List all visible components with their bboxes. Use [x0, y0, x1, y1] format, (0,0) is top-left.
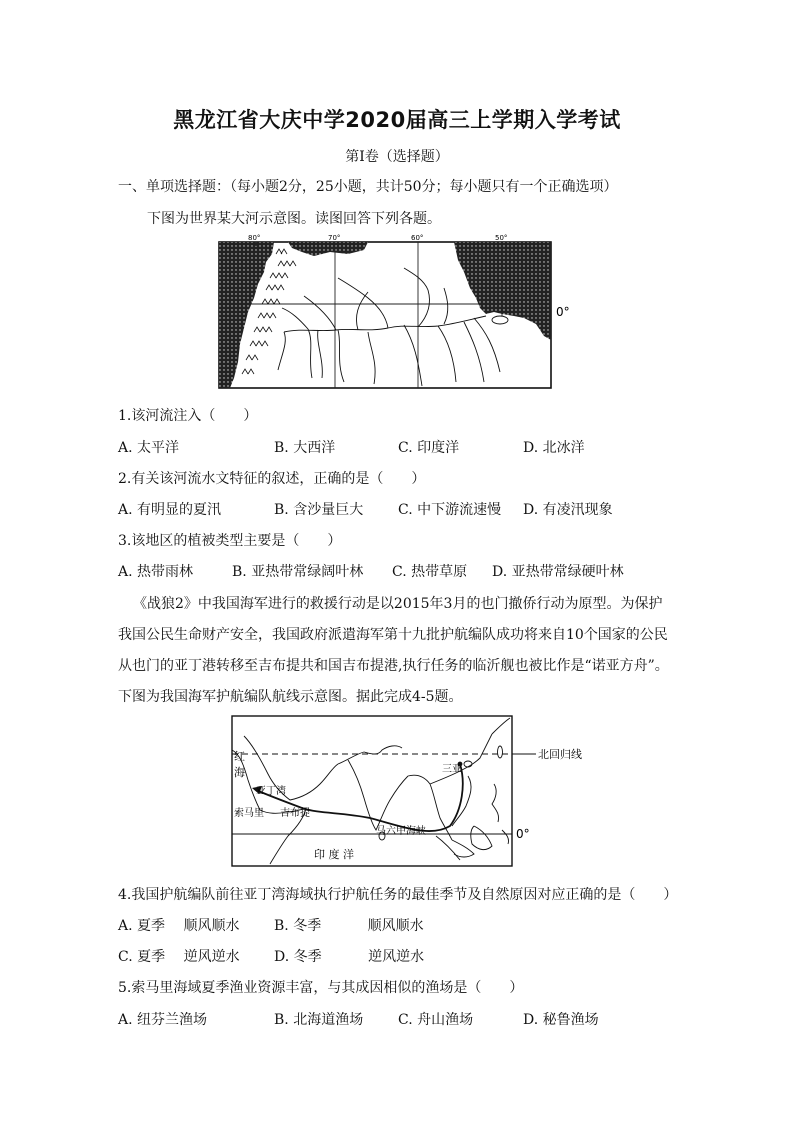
question-1: 1.该河流注入（ ）: [118, 408, 258, 424]
tropic-label: 北回归线: [538, 748, 582, 761]
equator-label: 0°: [556, 305, 570, 319]
q4-option-a: A. 夏季 顺风顺水: [118, 918, 240, 934]
somalia-label: 索马里: [234, 808, 264, 819]
q5-option-c: C. 舟山渔场: [398, 1012, 474, 1028]
q1-option-d: D. 北冰洋: [523, 440, 585, 456]
djibouti-label: 吉布提: [280, 808, 310, 819]
q5-option-a: A. 纽芬兰渔场: [118, 1012, 208, 1028]
lon-label-50: 50°: [495, 234, 508, 242]
q3-option-d: D. 亚热带常绿硬叶林: [492, 564, 624, 580]
passage-line-3: 从也门的亚丁港转移至吉布提共和国吉布提港,执行任务的临沂舰也被比作是“诺亚方舟”。: [118, 658, 669, 674]
intro-text: 下图为世界某大河示意图。读图回答下列各题。: [147, 211, 441, 227]
q3-option-c: C. 热带草原: [392, 564, 468, 580]
q2-option-a: A. 有明显的夏汛: [118, 502, 222, 518]
malacca-label: 马六甲海峡: [376, 826, 426, 837]
q4-option-c: C. 夏季 逆风逆水: [118, 949, 240, 965]
escort-route-map: [230, 714, 582, 870]
indian-ocean-label: 印 度 洋: [314, 848, 354, 861]
equator-label-2: 0°: [516, 827, 530, 841]
q4-option-d: D. 冬季 逆风逆水: [274, 949, 425, 965]
q1-option-b: B. 大西洋: [274, 440, 336, 456]
passage-line-4: 下图为我国海军护航编队航线示意图。据此完成4-5题。: [118, 689, 463, 705]
question-5: 5.索马里海域夏季渔业资源丰富，与其成因相似的渔场是（ ）: [118, 980, 524, 996]
sanya-label: 三亚: [442, 764, 462, 775]
red-sea-label-1: 红: [234, 750, 245, 763]
q5-option-b: B. 北海道渔场: [274, 1012, 364, 1028]
question-3: 3.该地区的植被类型主要是（ ）: [118, 533, 342, 549]
passage-line-1: 《战狼2》中我国海军进行的救援行动是以2015年3月的也门撤侨行动为原型。为保护: [133, 596, 663, 612]
lon-label-80: 80°: [248, 234, 261, 242]
river-map: [218, 232, 586, 394]
section-heading: 一、单项选择题：（每小题2分，25小题，共计50分；每小题只有一个正确选项）: [118, 179, 618, 195]
red-sea-label-2: 海: [234, 766, 245, 779]
passage-line-2: 我国公民生命财产安全，我国政府派遣海军第十九批护航编队成功将来自10个国家的公民: [118, 627, 668, 643]
q2-option-b: B. 含沙量巨大: [274, 502, 364, 518]
exam-subtitle: 第Ⅰ卷（选择题）: [345, 149, 449, 165]
lon-label-60: 60°: [411, 234, 424, 242]
q2-option-c: C. 中下游流速慢: [398, 502, 502, 518]
q3-option-b: B. 亚热带常绿阔叶林: [232, 564, 364, 580]
q1-option-c: C. 印度洋: [398, 440, 460, 456]
lon-label-70: 70°: [328, 234, 341, 242]
question-2: 2.有关该河流水文特征的叙述，正确的是（ ）: [118, 471, 426, 487]
q1-option-a: A. 太平洋: [118, 440, 180, 456]
question-4: 4.我国护航编队前往亚丁湾海域执行护航任务的最佳季节及自然原因对应正确的是（ ）: [118, 887, 678, 903]
q3-option-a: A. 热带雨林: [118, 564, 194, 580]
q2-option-d: D. 有凌汛现象: [523, 502, 613, 518]
exam-title: 黑龙江省大庆中学2020届高三上学期入学考试: [173, 108, 621, 132]
gulf-aden-label: 亚丁湾: [256, 786, 286, 797]
q5-option-d: D. 秘鲁渔场: [523, 1012, 599, 1028]
q4-option-b: B. 冬季 顺风顺水: [274, 918, 424, 934]
